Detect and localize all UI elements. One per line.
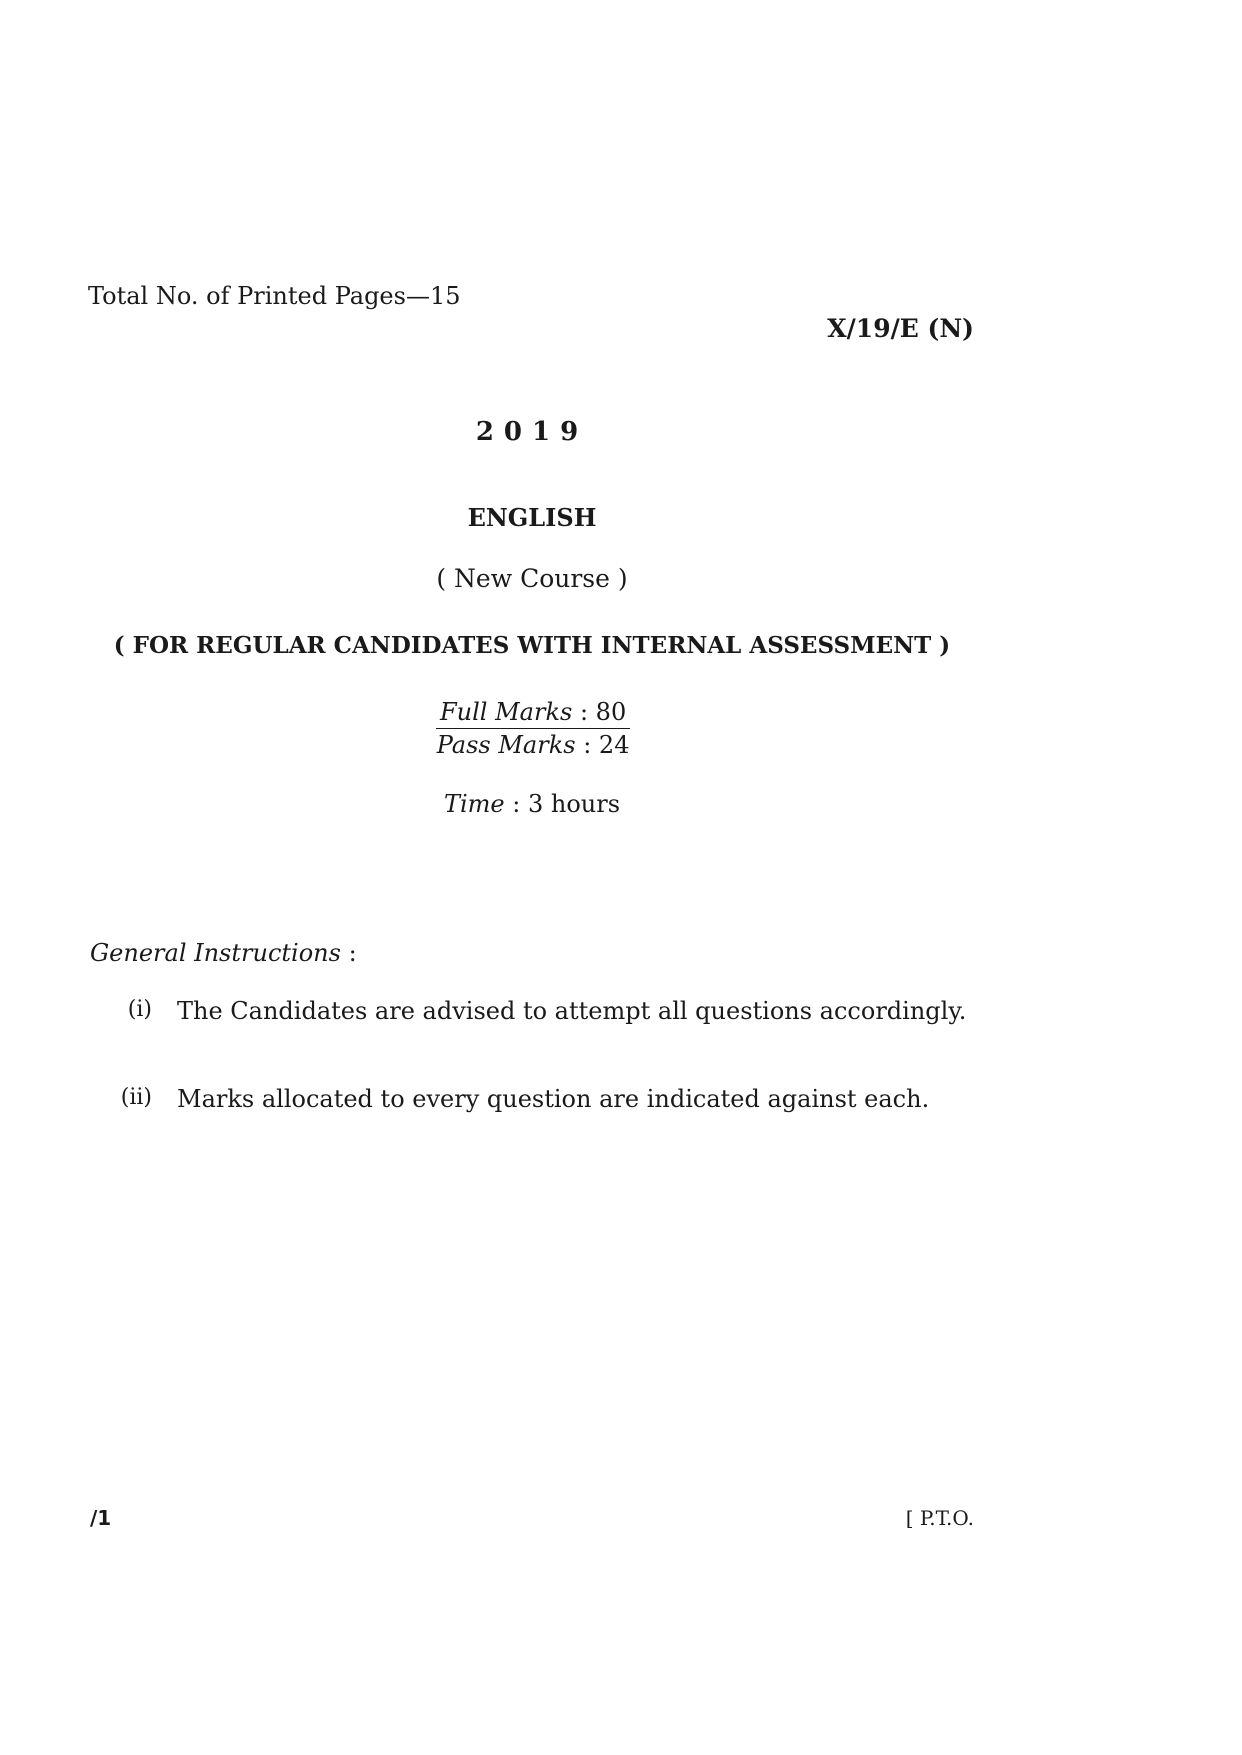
instruction-text: Marks allocated to every question are indicated against each. [177, 1085, 930, 1113]
page-count: Total No. of Printed Pages—15 [88, 282, 461, 310]
page-marker: /1 [90, 1506, 112, 1530]
marks-block [436, 696, 630, 761]
general-instructions-colon: : [340, 939, 357, 967]
general-instructions-label: General Instructions [90, 939, 341, 967]
time-allowed [0, 790, 1064, 818]
course-label: ( New Course ) [436, 564, 628, 593]
full-marks [436, 696, 630, 729]
full-marks-label: Full Marks [440, 698, 573, 726]
pto-marker: [ P.T.O. [905, 1506, 974, 1530]
time-label: Time [443, 790, 505, 818]
pass-marks [436, 729, 630, 761]
subject-title: ENGLISH [467, 503, 597, 532]
instruction-text: The Candidates are advised to attempt all questions accordingly. [177, 997, 967, 1025]
time-value: : 3 hours [512, 790, 621, 818]
paper-code: X/19/E (N) [827, 314, 974, 343]
pass-marks-label: Pass Marks [436, 731, 576, 759]
full-marks-value: : 80 [579, 698, 627, 726]
instruction-number: (i) [127, 997, 152, 1022]
general-instructions-heading [90, 939, 357, 967]
pass-marks-value: : 24 [583, 731, 630, 759]
candidates-note: ( FOR REGULAR CANDIDATES WITH INTERNAL ASSESSMENT ) [113, 632, 951, 659]
instruction-number: (ii) [120, 1085, 152, 1110]
exam-year: 2019 [475, 417, 589, 447]
